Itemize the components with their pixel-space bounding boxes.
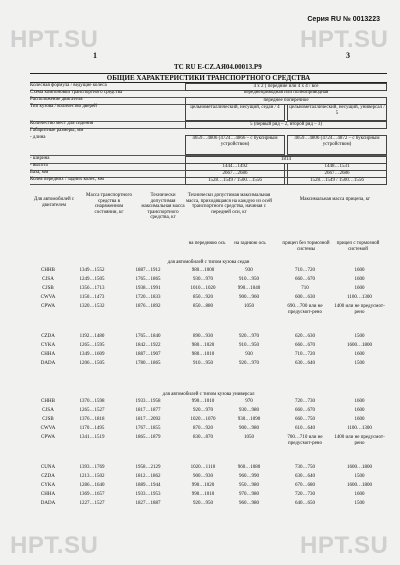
engine-code-cell: CJSA: [42, 408, 54, 413]
value-cell: 1400 или не предусмот-рено: [334, 435, 385, 446]
value-cell: 1376…1818: [79, 417, 105, 422]
value-cell: 1600…1800: [347, 343, 372, 348]
value-cell: 1600: [354, 417, 365, 422]
value-cell: 1600: [354, 492, 365, 497]
spec-label: Колесная формула / ведущие колеса: [30, 83, 107, 88]
value-cell: 910…950: [239, 343, 259, 348]
table-row: [30, 465, 387, 474]
value-cell: 1938…1991: [135, 286, 161, 291]
value-cell: 1887…1907: [135, 352, 161, 357]
value-cell: 1010…1020: [190, 286, 216, 291]
mass-table: [30, 0, 387, 565]
engine-code-cell: CHHB: [41, 399, 55, 404]
value-cell: 970: [245, 399, 253, 404]
value-cell: 1249…1505: [79, 277, 105, 282]
value-cell: 1100…1300: [347, 426, 372, 431]
value-cell: 960…980: [239, 501, 259, 506]
value-cell: 630…640: [295, 474, 315, 479]
table-row: [30, 492, 387, 501]
value-cell: 900…930: [193, 474, 213, 479]
section-title: ОБЩИЕ ХАРАКТЕРИСТИКИ ТРАНСПОРТНОГО СРЕДСТВА: [30, 73, 387, 83]
value-cell: 710…720: [295, 268, 315, 273]
value-cell: 1865…1879: [135, 435, 161, 440]
table-row: [30, 501, 387, 510]
value-cell: 990…1020: [191, 483, 215, 488]
value-cell: 730…750: [295, 465, 315, 470]
value-cell: 1765…1865: [135, 277, 161, 282]
spec-value-wagon: 4659…4806 (4724…4872 – с буксирным устройством): [287, 135, 387, 155]
value-cell: 1500: [354, 474, 365, 479]
col-header-rear-axle: на заднюю ось: [234, 241, 266, 246]
table-row: [30, 435, 387, 465]
value-cell: 1817…1877: [135, 408, 161, 413]
spec-value: переднее поперечное: [185, 97, 387, 105]
value-cell: 700…710 или не предусмот-рено: [287, 435, 323, 446]
value-cell: 600…630: [295, 295, 315, 300]
value-cell: 1827…1887: [135, 501, 161, 506]
value-cell: 1400 или не предусмот-рено: [334, 304, 385, 315]
value-cell: 1393…1769: [79, 465, 105, 470]
spec-value-sedan: цельнометаллический, несущий, седан / 4: [185, 104, 285, 121]
value-cell: 1876…1892: [135, 304, 161, 309]
table-row: [30, 483, 387, 492]
watermark: HPT.SU: [10, 532, 99, 559]
value-cell: 1050: [244, 304, 254, 309]
value-cell: 850…920: [193, 295, 213, 300]
value-cell: 910…950: [193, 361, 213, 366]
table-row: [30, 399, 387, 408]
value-cell: 930…980: [239, 408, 259, 413]
spec-label: - длина: [30, 135, 46, 140]
value-cell: 660…670: [295, 277, 315, 282]
value-cell: 990…1010: [191, 492, 215, 497]
value-cell: 990…1010: [191, 399, 215, 404]
value-cell: 1192…1480: [79, 334, 105, 339]
value-cell: 640…650: [295, 501, 315, 506]
value-cell: 870…920: [193, 426, 213, 431]
col-header-no-brake: прицеп без тормозной системы: [282, 241, 330, 252]
spec-label: Тип кузова / количество дверей: [30, 104, 97, 109]
value-cell: 930…970: [193, 277, 213, 282]
engine-code-cell: CPWA: [41, 304, 55, 309]
value-cell: 1370…1598: [79, 399, 105, 404]
spec-label: - ширина: [30, 156, 50, 161]
value-cell: 900…980: [239, 426, 259, 431]
table-row: [30, 277, 387, 286]
value-cell: 970…980: [239, 492, 259, 497]
engine-code-cell: CZDA: [41, 474, 55, 479]
value-cell: 660…750: [295, 417, 315, 422]
watermark: HPT.SU: [300, 26, 389, 53]
col-header-trailer: Максимальная масса прицепа, кг: [299, 197, 371, 202]
value-cell: 1320…1532: [79, 304, 105, 309]
spec-value: переднеприводная или полноприводная: [243, 90, 329, 95]
value-cell: 1020…1070: [190, 417, 216, 422]
value-cell: 1369…1657: [79, 492, 105, 497]
value-cell: 1150…1473: [79, 295, 105, 300]
value-cell: 1500: [354, 334, 365, 339]
table-row: [30, 334, 387, 343]
value-cell: 960…1080: [237, 465, 261, 470]
table-row: [30, 286, 387, 295]
value-cell: 1500: [354, 501, 365, 506]
section-wagon: для автомобилей с типом кузова универсал: [162, 392, 255, 397]
engine-code-cell: CJSB: [42, 417, 54, 422]
value-cell: 1600: [354, 277, 365, 282]
spec-label: Схема компоновки транспортного средства: [30, 90, 123, 95]
engine-code-cell: CYKA: [40, 483, 56, 488]
table-row: [30, 426, 387, 435]
value-cell: 930: [245, 268, 253, 273]
value-cell: 960…990: [239, 474, 259, 479]
value-cell: 1889…1944: [135, 483, 161, 488]
col-header-axle-load: Технически допустимая максимальная масса, приходящаяся на каждую из осей транспортного средства, начиная с передней оси, кг: [186, 193, 272, 215]
value-cell: 1767…1855: [135, 426, 161, 431]
value-cell: 1050: [244, 435, 254, 440]
table-row: [30, 474, 387, 483]
value-cell: 910…950: [239, 277, 259, 282]
engine-code-cell: CPWA: [41, 435, 55, 440]
col-header-kerb-mass: Масса транспортного средства в снаряженном состоянии, кг: [86, 193, 132, 215]
table-row: [30, 417, 387, 426]
col-header-engine: Для автомобилей с двигателем: [33, 197, 75, 208]
value-cell: 920…970: [193, 408, 213, 413]
value-cell: 1286…1640: [79, 483, 105, 488]
spec-label: Габаритные размеры, мм: [30, 128, 84, 133]
spec-value-wagon: 1448…1531: [287, 163, 387, 171]
value-cell: 1170…1495: [79, 426, 105, 431]
value-cell: 1265…1595: [79, 343, 105, 348]
table-row: [30, 304, 387, 334]
value-cell: 1780…1865: [135, 361, 161, 366]
engine-code-cell: DADA: [40, 501, 56, 506]
spec-label: Колея передних / задних колес, мм: [30, 177, 104, 182]
value-cell: 1349…1609: [79, 352, 105, 357]
value-cell: 1765…1840: [135, 334, 161, 339]
value-cell: 620…630: [295, 334, 315, 339]
value-cell: 920…970: [239, 334, 259, 339]
value-cell: 1842…1922: [135, 343, 161, 348]
value-cell: 1600: [354, 268, 365, 273]
page-number-left: 1: [93, 51, 97, 60]
value-cell: 950…980: [239, 483, 259, 488]
table-row: [30, 295, 387, 304]
value-cell: 900…960: [239, 295, 259, 300]
watermark: HPT.SU: [300, 532, 389, 559]
value-cell: 1812…1862: [135, 474, 161, 479]
value-cell: 1600: [354, 399, 365, 404]
spec-value-sedan: 1528…1549 / 1500…1556: [185, 177, 285, 185]
value-cell: 660…670: [295, 343, 315, 348]
value-cell: 1600: [354, 352, 365, 357]
spec-label: Количество мест для сидения: [30, 121, 94, 126]
spec-value-sedan: 2667…2686: [185, 170, 285, 178]
value-cell: 1206…1505: [79, 361, 105, 366]
value-cell: 980…1010: [191, 352, 215, 357]
value-cell: 980…1020: [191, 343, 215, 348]
spec-label: База, мм: [30, 170, 49, 175]
value-cell: 850…880: [193, 304, 213, 309]
engine-code-cell: CHHA: [40, 352, 56, 357]
value-cell: 710…720: [295, 352, 315, 357]
value-cell: 1933…1958: [135, 399, 161, 404]
value-cell: 1356…1713: [79, 286, 105, 291]
spec-label: Расположение двигателя: [30, 97, 83, 102]
value-cell: 1887…1912: [135, 268, 161, 273]
value-cell: 610…640: [295, 426, 315, 431]
table-row: [30, 361, 387, 370]
engine-code-cell: CJSA: [42, 277, 54, 282]
table-row: [30, 408, 387, 417]
spec-value-wagon: цельнометаллический, несущий, универсал / 5: [287, 104, 387, 121]
engine-code-cell: CWVA: [40, 295, 56, 300]
table-row: [30, 268, 387, 277]
col-header-max-mass: Технически допустимая максимальная масса транспортного средства, кг: [141, 193, 185, 221]
value-cell: 1720…1833: [135, 295, 161, 300]
value-cell: 1600: [354, 286, 365, 291]
value-cell: 660…670: [295, 408, 315, 413]
value-cell: 1100…1300: [347, 295, 372, 300]
value-cell: 980…1000: [191, 268, 215, 273]
series-number: Серия RU № 0013223: [307, 16, 380, 23]
spec-value-sedan: 1444…1492: [185, 163, 285, 171]
spec-value: 4 x 2 ( передние или 4 x 4 / все: [185, 83, 387, 91]
value-cell: 630…640: [295, 361, 315, 366]
value-cell: 1265…1527: [79, 408, 105, 413]
engine-code-cell: CZDA: [41, 334, 55, 339]
engine-code-cell: CWVA: [40, 426, 56, 431]
engine-code-cell: CJSB: [42, 286, 54, 291]
spec-value: 1814: [185, 156, 387, 164]
value-cell: 930…1090: [237, 417, 261, 422]
value-cell: 1341…1519: [79, 435, 105, 440]
value-cell: 1213…1502: [79, 474, 105, 479]
value-cell: 990…1040: [237, 286, 261, 291]
document-id: ТС RU E-CZ.АЯ04.00013.Р9: [174, 63, 262, 71]
value-cell: 710: [301, 286, 309, 291]
col-header-front-axle: на переднюю ось: [188, 241, 226, 246]
col-header-with-brake: прицеп с тормозной системой: [336, 241, 380, 252]
value-cell: 890…930: [193, 334, 213, 339]
value-cell: 1227…1527: [79, 501, 105, 506]
engine-code-cell: CYKA: [40, 343, 56, 348]
spec-value-sedan: 4659…4806 (4724…4866 – с буксирным устройством): [185, 135, 285, 155]
spec-label: - высота: [30, 163, 48, 168]
value-cell: 830…870: [193, 435, 213, 440]
value-cell: 920…950: [193, 501, 213, 506]
engine-code-cell: CUNA: [40, 465, 56, 470]
spec-value-wagon: 2667…2686: [287, 170, 387, 178]
value-cell: 1600…1800: [347, 483, 372, 488]
value-cell: 1349…1552: [79, 268, 105, 273]
value-cell: 1933…1953: [135, 492, 161, 497]
engine-code-cell: DADA: [40, 361, 56, 366]
engine-code-cell: CHHB: [41, 268, 55, 273]
value-cell: 1500: [354, 361, 365, 366]
value-cell: 720…730: [295, 492, 315, 497]
value-cell: 720…730: [295, 399, 315, 404]
table-row: [30, 352, 387, 361]
page-number-right: 3: [346, 51, 350, 60]
value-cell: 1600: [354, 408, 365, 413]
value-cell: 1958…2129: [135, 465, 161, 470]
table-row: [30, 343, 387, 352]
engine-code-cell: CHHA: [40, 492, 56, 497]
value-cell: 1600…1800: [347, 465, 372, 470]
value-cell: 670…680: [295, 483, 315, 488]
value-cell: 690…700 или не предусмот-рено: [287, 304, 323, 315]
watermark: HPT.SU: [10, 26, 99, 53]
value-cell: 1817…2092: [135, 417, 161, 422]
value-cell: 920…970: [239, 361, 259, 366]
spec-value-wagon: 1528…1549 / 1500…1556: [287, 177, 387, 185]
spec-value: 5 (первый ряд – 2, второй ряд – 3): [185, 121, 387, 129]
value-cell: 930: [245, 352, 253, 357]
section-sedan: для автомобилей с типом кузова седан: [167, 260, 250, 265]
value-cell: 1020…1110: [190, 465, 216, 470]
